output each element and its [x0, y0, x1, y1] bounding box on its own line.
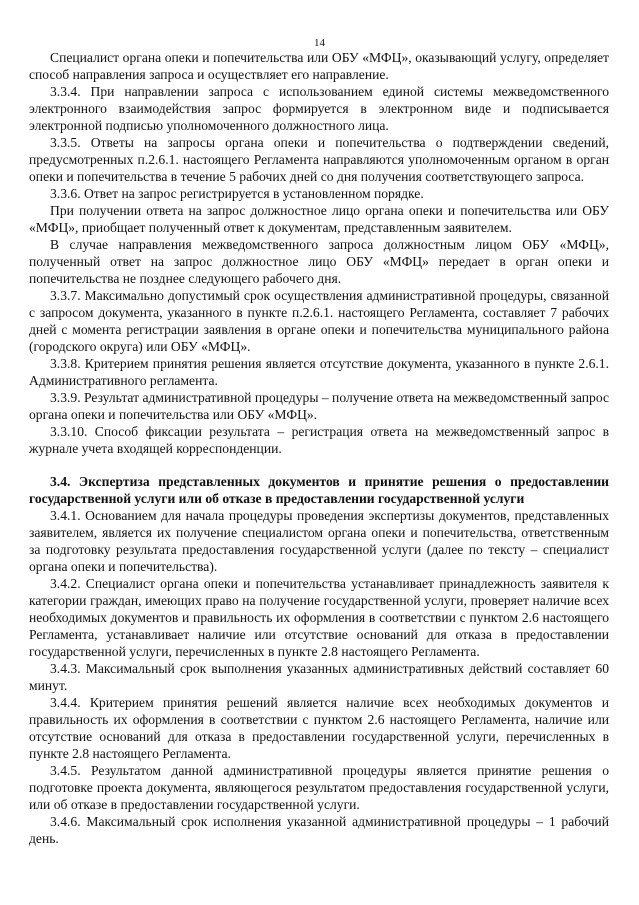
paragraph: При получении ответа на запрос должностное лицо органа опеки и попечительства или ОБУ «МФЦ», приобщает полученный ответ к документам, представленным заявителем. — [29, 203, 609, 235]
paragraph: 3.3.8. Критерием принятия решения является отсутствие документа, указанного в пункте 2.6.1. Административного регламента. — [29, 356, 609, 388]
section-spacer — [29, 457, 609, 473]
paragraph: 3.3.5. Ответы на запросы органа опеки и попечительства о подтверждении сведений, предусмотренных п.2.6.1. настоящего Регламента направляются уполномоченным органом в орган опеки и попечительства в течение 5 рабочих дней со дня получения соответствующего запроса. — [29, 135, 609, 184]
paragraph: 3.4.2. Специалист органа опеки и попечительства устанавливает принадлежность заявителя к категории граждан, имеющих право на получение государственной услуги, проверяет наличие всех необходимых документов и правильность их оформления в соответствии с пунктом 2.6 настоящего Регламента, устанавливает наличие или отсутствие оснований для отказа в предоставлении государственной услуги, перечисленных в пункте 2.8 настоящего Регламента. — [29, 576, 609, 659]
paragraph: 3.4.1. Основанием для начала процедуры проведения экспертизы документов, представленных заявителем, является их получение специалистом органа опеки и попечительства, ответственным за подготовку результата предоставления государственной услуги (далее по тексту – специалист органа опеки и попечительства). — [29, 508, 609, 574]
paragraph: 3.4.3. Максимальный срок выполнения указанных административных действий составляет 60 минут. — [29, 661, 609, 693]
paragraph: 3.4.6. Максимальный срок исполнения указанной административной процедуры – 1 рабочий день. — [29, 814, 609, 846]
paragraph: 3.4.5. Результатом данной административной процедуры является принятие решения о подготовке проекта документа, являющегося результатом предоставления государственной услуги, или об отказе в предоставлении государственной услуги. — [29, 763, 609, 812]
paragraph: Специалист органа опеки и попечительства или ОБУ «МФЦ», оказывающий услугу, определяет способ направления запроса и осуществляет его направление. — [29, 50, 609, 82]
paragraph: 3.4.4. Критерием принятия решений является наличие всех необходимых документов и правильность их оформления в соответствии с пунктом 2.6 настоящего Регламента, наличие или отсутствие оснований для отказа в предоставлении государственной услуги, перечисленных в пункте 2.8 настоящего Регламента. — [29, 695, 609, 761]
paragraph: 3.3.4. При направлении запроса с использованием единой системы межведомственного электронного взаимодействия запрос формируется в электронном виде и подписывается электронной подписью уполномоченного должностного лица. — [29, 84, 609, 133]
paragraph: 3.3.6. Ответ на запрос регистрируется в установленном порядке. — [50, 186, 424, 201]
section-heading: 3.4. Экспертиза представленных документов и принятие решения о предоставлении государственной услуги или об отказе в предоставлении государственной услуги — [29, 474, 609, 506]
document-body — [29, 49, 609, 847]
paragraph: В случае направления межведомственного запроса должностным лицом ОБУ «МФЦ», полученный ответ на запрос должностное лицо ОБУ «МФЦ» передает в орган опеки и попечительства не позднее следующего рабочего дня. — [29, 237, 609, 286]
page-number: 14 — [314, 37, 325, 49]
paragraph: 3.3.10. Способ фиксации результата – регистрация ответа на межведомственный запрос в журнале учета входящей корреспонденции. — [29, 424, 609, 456]
paragraph: 3.3.7. Максимально допустимый срок осуществления административной процедуры, связанной с запросом документа, указанного в пункте п.2.6.1. настоящего Регламента, составляет 7 рабочих дней с момента регистрации заявления в органе опеки и попечительства муниципального района (городского округа) или ОБУ «МФЦ». — [29, 288, 609, 354]
paragraph: 3.3.9. Результат административной процедуры – получение ответа на межведомственный запрос органа опеки и попечительства или ОБУ «МФЦ». — [29, 390, 609, 422]
